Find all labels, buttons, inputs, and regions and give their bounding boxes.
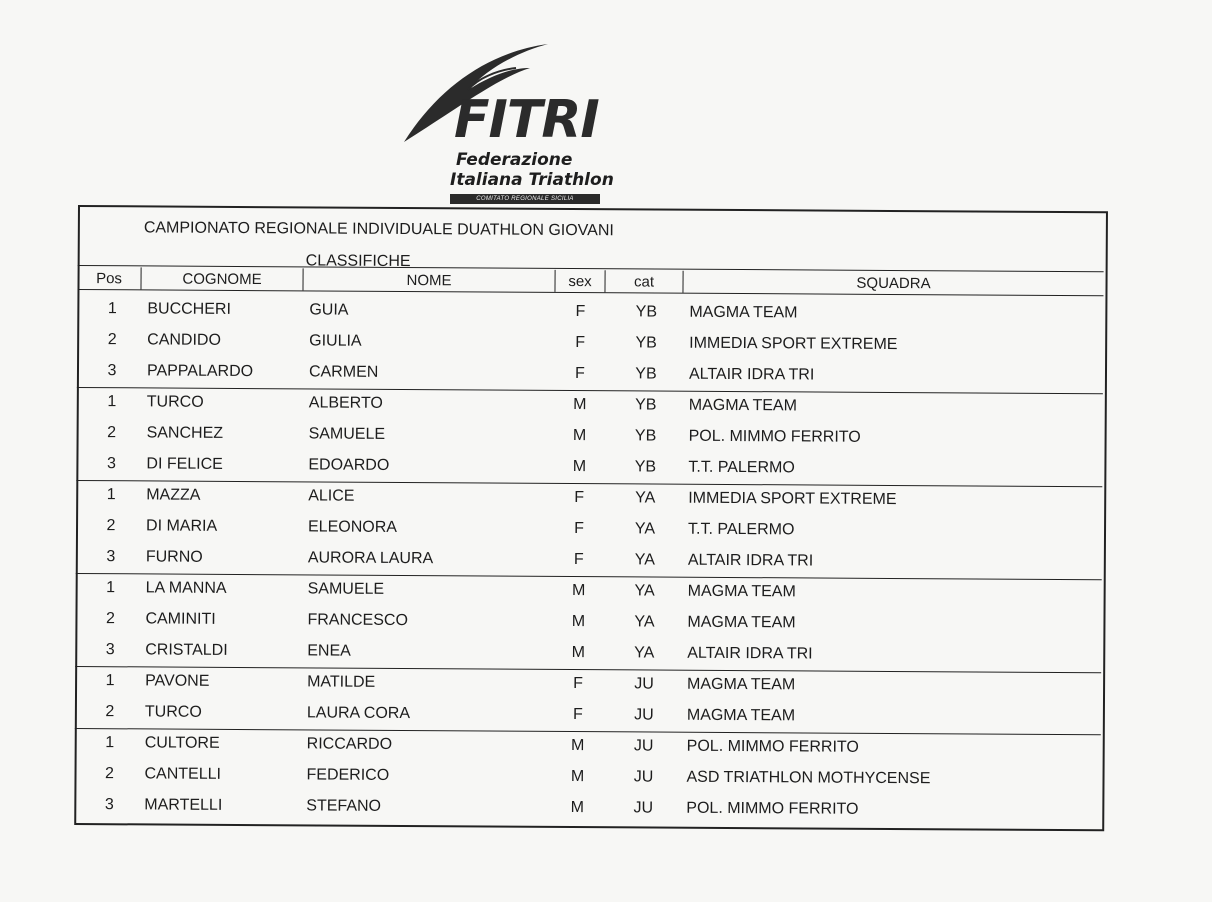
cell-sex: M xyxy=(572,458,587,476)
cell-sex: M xyxy=(571,582,586,600)
cell-cognome: CULTORE xyxy=(144,734,220,752)
cell-nome: FEDERICO xyxy=(306,766,390,784)
cell-pos: 3 xyxy=(106,548,116,566)
cell-pos: 3 xyxy=(104,796,114,814)
cell-cat: YB xyxy=(635,365,657,383)
cell-cat: YA xyxy=(634,551,655,569)
cell-sex: F xyxy=(573,675,584,693)
cell-sex: F xyxy=(575,365,585,383)
cell-pos: 3 xyxy=(105,641,115,659)
cell-pos: 2 xyxy=(106,517,116,535)
page-title: CAMPIONATO REGIONALE INDIVIDUALE DUATHLON GIOVANI xyxy=(143,219,614,240)
cell-cat: JU xyxy=(634,675,654,693)
cell-cognome: CANDIDO xyxy=(147,331,222,349)
cell-sex: M xyxy=(570,799,585,817)
cell-pos: 2 xyxy=(107,424,117,442)
cell-squadra: IMMEDIA SPORT EXTREME xyxy=(688,489,897,509)
logo-line-2: Italiana Triathlon xyxy=(450,170,614,190)
cell-pos: 2 xyxy=(107,331,117,349)
cell-cognome: FURNO xyxy=(145,548,203,566)
cell-nome: EDOARDO xyxy=(308,456,390,474)
cell-pos: 3 xyxy=(106,455,116,473)
cell-nome: SAMUELE xyxy=(307,580,385,598)
cell-nome: CARMEN xyxy=(308,363,379,381)
cell-cognome: PAPPALARDO xyxy=(146,362,254,381)
cell-cat: YA xyxy=(634,520,656,538)
results-sheet xyxy=(74,205,1108,831)
cell-nome: MATILDE xyxy=(307,673,376,691)
cell-cognome: TURCO xyxy=(146,393,204,411)
cell-nome: LAURA CORA xyxy=(306,704,411,723)
cell-nome: GIULIA xyxy=(309,332,362,350)
cell-pos: 1 xyxy=(105,734,115,752)
cell-sex: F xyxy=(573,551,584,569)
cell-nome: ELEONORA xyxy=(307,518,398,536)
cell-pos: 2 xyxy=(105,765,115,783)
cell-pos: 1 xyxy=(105,672,115,690)
cell-sex: M xyxy=(572,427,587,445)
cell-squadra: IMMEDIA SPORT EXTREME xyxy=(689,334,898,354)
cell-cat: JU xyxy=(633,768,654,786)
cell-pos: 1 xyxy=(107,393,117,411)
cell-sex: M xyxy=(570,737,585,755)
logo-subtitle: COMITATO REGIONALE SICILIA xyxy=(450,194,600,204)
cell-cat: JU xyxy=(633,799,654,817)
cell-cognome: CANTELLI xyxy=(144,765,222,783)
cell-nome: GUIA xyxy=(309,301,349,319)
cell-squadra: POL. MIMMO FERRITO xyxy=(686,737,859,756)
col-header-cat: cat xyxy=(605,270,683,292)
cell-squadra: MAGMA TEAM xyxy=(687,582,796,601)
cell-squadra: T.T. PALERMO xyxy=(687,520,795,539)
cell-nome: ALICE xyxy=(308,487,355,505)
cell-nome: RICCARDO xyxy=(306,735,393,753)
fitri-logo xyxy=(398,38,613,208)
cell-cognome: MARTELLI xyxy=(144,796,223,814)
title-row xyxy=(78,205,1104,271)
cell-squadra: ALTAIR IDRA TRI xyxy=(687,551,814,570)
cell-pos: 2 xyxy=(105,703,115,721)
cell-cognome: SANCHEZ xyxy=(146,424,224,442)
cell-sex: F xyxy=(574,489,585,507)
cell-nome: ENEA xyxy=(307,642,351,660)
cell-cognome: LA MANNA xyxy=(145,579,227,597)
cell-cognome: MAZZA xyxy=(146,486,201,504)
cell-cat: YB xyxy=(635,334,657,352)
logo-wordmark: FITRI xyxy=(454,90,599,150)
cell-squadra: ASD TRIATHLON MOTHYCENSE xyxy=(686,768,931,788)
cell-squadra: MAGMA TEAM xyxy=(689,303,798,322)
cell-squadra: MAGMA TEAM xyxy=(688,396,798,415)
cell-nome: STEFANO xyxy=(306,797,382,815)
cell-squadra: MAGMA TEAM xyxy=(686,706,796,725)
cell-cognome: TURCO xyxy=(144,703,202,721)
cell-nome: AURORA LAURA xyxy=(307,549,434,568)
cell-cat: YB xyxy=(635,303,658,321)
cell-cat: YA xyxy=(634,582,655,600)
cell-squadra: T.T. PALERMO xyxy=(688,458,795,477)
cell-squadra: ALTAIR IDRA TRI xyxy=(688,365,815,384)
cell-sex: F xyxy=(575,303,586,321)
cell-cognome: DI MARIA xyxy=(145,517,218,535)
col-header-pos: Pos xyxy=(77,267,141,289)
cell-pos: 1 xyxy=(106,486,116,504)
cell-sex: F xyxy=(575,334,586,352)
cell-squadra: POL. MIMMO FERRITO xyxy=(688,427,861,446)
cell-squadra: ALTAIR IDRA TRI xyxy=(687,644,813,663)
cell-nome: ALBERTO xyxy=(308,394,383,412)
page-subtitle: CLASSIFICHE xyxy=(305,252,411,271)
cell-cat: JU xyxy=(634,706,654,724)
cell-sex: M xyxy=(571,613,586,631)
cell-cat: YB xyxy=(634,427,657,445)
cell-nome: FRANCESCO xyxy=(307,611,408,630)
cell-cat: YA xyxy=(634,644,655,662)
cell-cat: YA xyxy=(635,489,656,507)
cell-nome: SAMUELE xyxy=(308,425,386,443)
cell-pos: 3 xyxy=(107,362,117,380)
logo-line-1: Federazione xyxy=(456,150,573,170)
cell-cognome: CAMINITI xyxy=(145,610,216,628)
cell-pos: 1 xyxy=(106,579,116,597)
cell-cognome: PAVONE xyxy=(145,672,210,690)
cell-cat: YB xyxy=(635,396,657,414)
cell-sex: F xyxy=(574,520,584,538)
cell-cat: YB xyxy=(634,458,657,476)
cell-sex: M xyxy=(570,768,585,786)
cell-cat: YA xyxy=(634,613,655,631)
cell-squadra: POL. MIMMO FERRITO xyxy=(686,799,859,818)
cell-cognome: DI FELICE xyxy=(146,455,223,473)
cell-cognome: BUCCHERI xyxy=(147,300,231,318)
col-header-nome: NOME xyxy=(303,268,555,292)
col-header-squadra: SQUADRA xyxy=(856,274,931,292)
cell-cognome: CRISTALDI xyxy=(145,641,228,659)
cell-cat: JU xyxy=(633,737,654,755)
cell-squadra: MAGMA TEAM xyxy=(687,675,796,694)
cell-squadra: MAGMA TEAM xyxy=(687,613,796,632)
cell-pos: 2 xyxy=(105,610,115,628)
col-header-cognome: COGNOME xyxy=(141,267,303,290)
cell-sex: F xyxy=(572,706,583,724)
col-header-sex: sex xyxy=(555,270,605,292)
cell-sex: M xyxy=(571,644,585,662)
cell-pos: 1 xyxy=(107,300,117,318)
cell-sex: M xyxy=(573,396,587,414)
